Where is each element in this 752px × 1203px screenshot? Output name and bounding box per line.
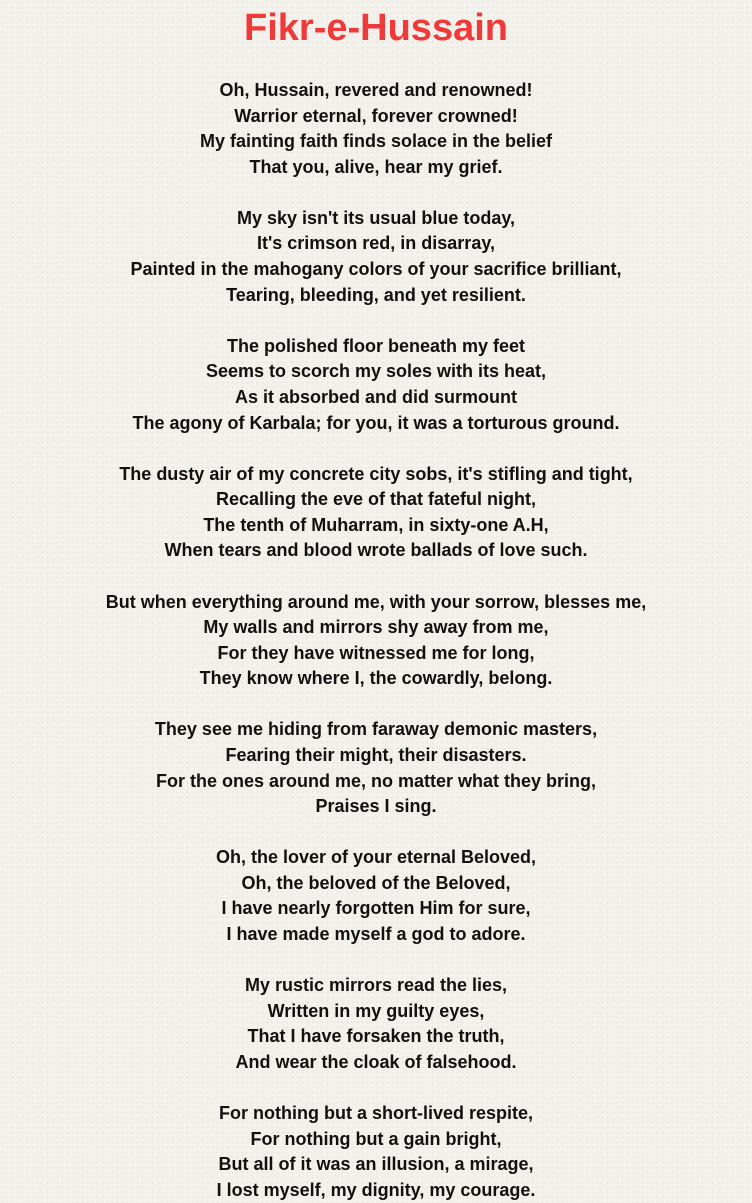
poem-body bbox=[0, 78, 752, 1203]
stanza-2 bbox=[0, 206, 752, 308]
poem-line: The agony of Karbala; for you, it was a torturous ground. bbox=[132, 412, 620, 433]
poem-line: Praises I sing. bbox=[315, 796, 437, 817]
stanza-7 bbox=[0, 845, 752, 947]
poem-line: My fainting faith finds solace in the belief bbox=[199, 131, 553, 152]
stanza-5 bbox=[0, 590, 752, 692]
poem-line: I lost myself, my dignity, my courage. bbox=[216, 1179, 536, 1200]
poem-line: I have made myself a god to adore. bbox=[226, 924, 526, 945]
poem-line: Painted in the mahogany colors of your sacrifice brilliant, bbox=[130, 259, 622, 280]
stanza-6 bbox=[0, 717, 752, 819]
poem-line: Warrior eternal, forever crowned! bbox=[234, 105, 518, 126]
poem-line: When tears and blood wrote ballads of love such. bbox=[164, 540, 588, 561]
poem-line: That you, alive, hear my grief. bbox=[249, 156, 503, 177]
poem-line: Fearing their might, their disasters. bbox=[225, 744, 527, 765]
poem-line: I have nearly forgotten Him for sure, bbox=[221, 898, 531, 919]
stanza-1 bbox=[0, 78, 752, 180]
poem-title: Fikr-e-Hussain bbox=[244, 7, 508, 49]
stanza-9 bbox=[0, 1101, 752, 1203]
poem-line: Oh, the beloved of the Beloved, bbox=[241, 872, 511, 893]
poem-line: For they have witnessed me for long, bbox=[217, 642, 535, 663]
stanza-8 bbox=[0, 973, 752, 1075]
poem-line: My sky isn't its usual blue today, bbox=[236, 207, 515, 228]
poem-line: The tenth of Muharram, in sixty-one A.H, bbox=[203, 514, 549, 535]
poem-line: But when everything around me, with your sorrow, blesses me, bbox=[105, 591, 647, 612]
poem-line: My walls and mirrors shy away from me, bbox=[203, 617, 549, 638]
poem-line: As it absorbed and did surmount bbox=[234, 386, 517, 407]
stanza-4 bbox=[0, 462, 752, 564]
poem-line: The polished floor beneath my feet bbox=[226, 335, 526, 356]
poem-line: The dusty air of my concrete city sobs, it's stifling and tight, bbox=[119, 463, 633, 484]
poem-line: Recalling the eve of that fateful night, bbox=[215, 489, 537, 510]
poem-line: For nothing but a gain bright, bbox=[250, 1128, 502, 1149]
stanza-3 bbox=[0, 334, 752, 436]
poem-line: But all of it was an illusion, a mirage, bbox=[218, 1154, 534, 1175]
poem-line: That I have forsaken the truth, bbox=[247, 1026, 505, 1047]
poem-line: Tearing, bleeding, and yet resilient. bbox=[226, 284, 526, 305]
poem-line: They see me hiding from faraway demonic masters, bbox=[154, 719, 598, 740]
poem-line: And wear the cloak of falsehood. bbox=[235, 1051, 517, 1072]
poem-line: My rustic mirrors read the lies, bbox=[244, 975, 508, 996]
poem-line: It's crimson red, in disarray, bbox=[256, 233, 496, 254]
poem-line: Written in my guilty eyes, bbox=[267, 1000, 485, 1021]
poem-line: Oh, Hussain, revered and renowned! bbox=[219, 80, 533, 100]
poem-line: For the ones around me, no matter what they bring, bbox=[155, 770, 597, 791]
poem-line: Oh, the lover of your eternal Beloved, bbox=[215, 847, 537, 868]
poem-line: For nothing but a short-lived respite, bbox=[218, 1103, 533, 1123]
poem-line: They know where I, the cowardly, belong. bbox=[199, 668, 553, 689]
poem-line: Seems to scorch my soles with its heat, bbox=[205, 361, 547, 382]
